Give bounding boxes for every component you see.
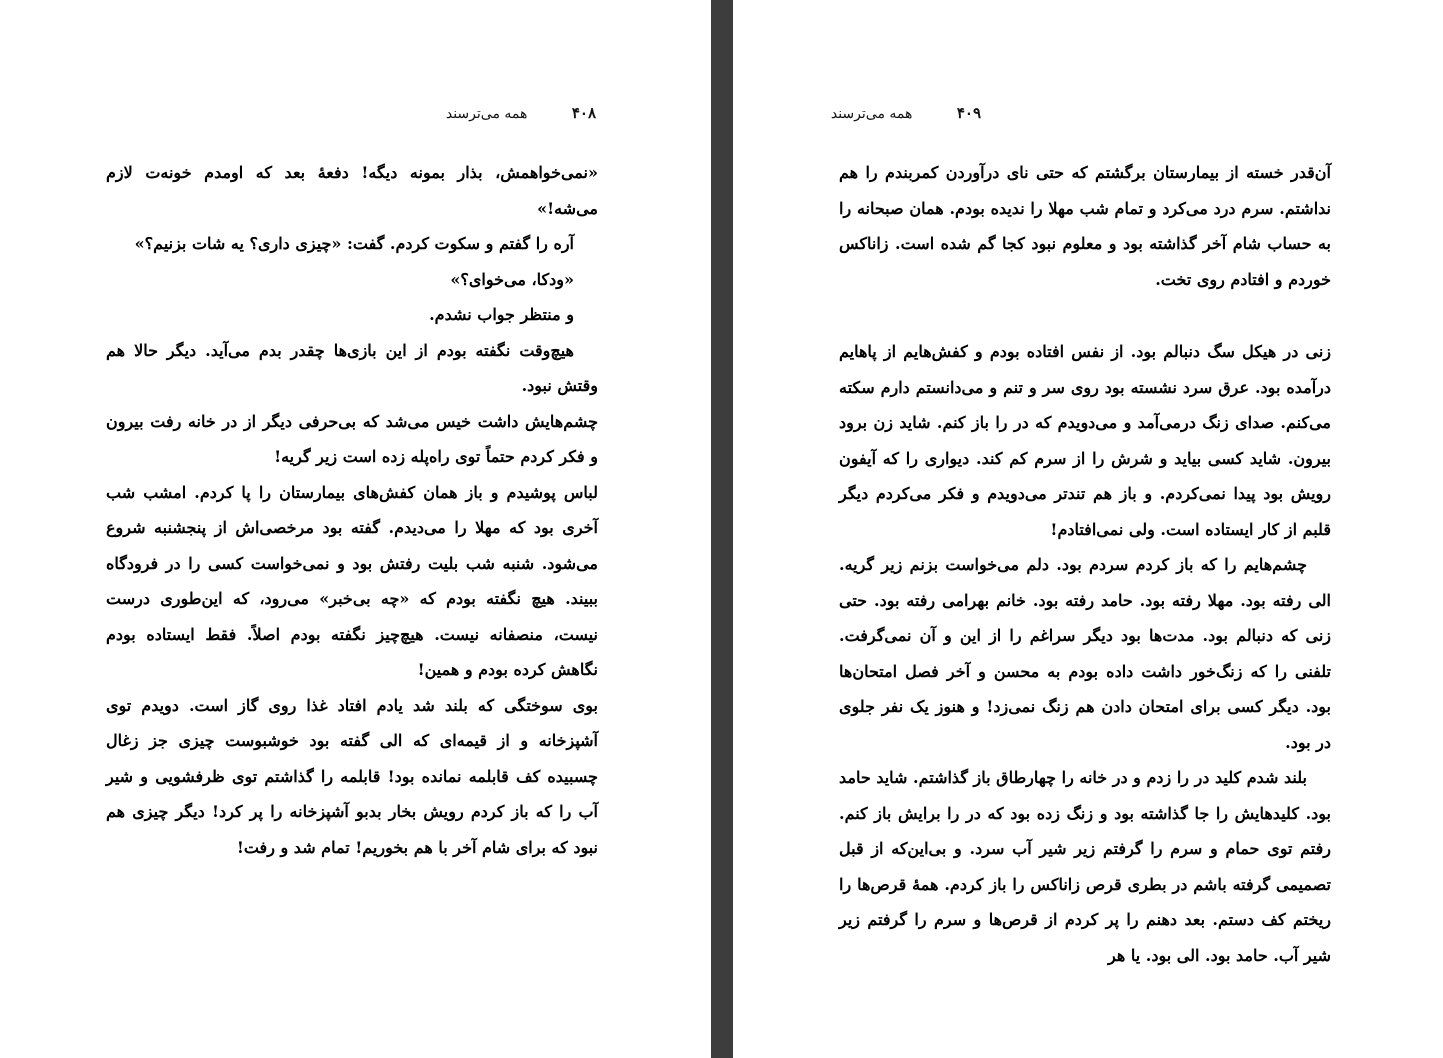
- paragraph: زنی در هیکل سگ دنبالم بود. از نفس افتاده بودم و کفش‌هایم از پاهایم درآمده بود. عرق سرد نشسته بود روی سر و تنم و می‌دانستم دارم سکته می‌کنم. صدای زنگ درمی‌آمد و می‌دویدم که در را باز کنم. شاید زن برود بیرون. شاید کسی بیاید و شرش را از سرم کم کند. دیواری را که آیفون رویش بود پیدا نمی‌کردم. و باز هم تندتر می‌دویدم و فکر می‌کردم دیگر قلبم از کار ایستاده است. ولی نمی‌افتادم!: [839, 342, 1332, 539]
- paragraph: «ودکا، می‌خوای؟»: [450, 269, 574, 289]
- paragraph: لباس پوشیدم و باز همان کفش‌های بیمارستان را پا کردم. امشب شب آخری بود که مهلا را می‌دیدم. گفته بود مرخصی‌اش از پنجشنبه شروع می‌شود. شنبه شب بلیت رفتش بود و نمی‌خواست کسی را در فرودگاه ببیند. هیچ نگفته بودم که «چه بی‌خبر» می‌رود، که این‌طوری درست نیست، منصفانه نیست. هیچ‌چیز نگفته بودم اصلاً. فقط ایستاده بودم نگاهش کرده بودم و همین!: [106, 482, 598, 679]
- paragraph: آن‌قدر خسته از بیمارستان برگشتم که حتی نای درآوردن کمربندم را هم نداشتم. سرم درد می‌کرد و تمام شب مهلا را ندیده بودم. همان صبحانه را به حساب شام آخر گذاشته بود و معلوم نبود کجا گم شده است. زاناکس خوردم و افتادم روی تخت.: [839, 163, 1331, 289]
- running-head: [446, 104, 596, 130]
- paragraph: بلند شدم کلید در را زدم و در خانه را چهارطاق باز گذاشتم. شاید حامد بود. کلیدهایش را جا گذاشته بود و زنگ زده بود که در را برایش باز کنم. رفتم توی حمام و سرم را گرفتم زیر شیر آب سرد. و بی‌این‌که از قبل تصمیمی گرفته باشم در بطری قرص زاناکس را باز کردم. همهٔ قرص‌ها را ریختم کف دستم. بعد دهنم را پر کردم از قرص‌ها و سرم را گرفتم زیر شیر آب. حامد بود. الی بود. یا هر: [839, 768, 1331, 965]
- book-title: همه می‌ترسند: [445, 106, 528, 122]
- paragraph: چشم‌هایم را که باز کردم سردم بود. دلم می‌خواست بزنم زیر گریه. الی رفته بود. مهلا رفته بود. حامد رفته بود. خانم بهرامی رفته بود. حتی زنی که دنبالم بود. مدت‌ها بود دیگر سراغم را از این و آن نمی‌گرفت. تلفنی را که زنگ‌خور داشت داده بودم به محسن و آخر فصل امتحان‌ها بود. دیگر کسی برای امتحان دادن هم زنگ نمی‌زد! و هنوز یک نفر جلوی در بود.: [839, 555, 1331, 752]
- paragraph: «نمی‌خواهمش، بذار بمونه دیگه! دفعهٔ بعد که اومدم خونه‌ت لازم می‌شه!»: [106, 163, 598, 218]
- page-body: [839, 155, 1331, 973]
- page-body: [106, 155, 598, 865]
- paragraph: آره را گفتم و سکوت کردم. گفت: «چیزی داری؟ یه شات بزنیم؟»: [134, 234, 574, 253]
- paragraph: بوی سوختگی که بلند شد یادم افتاد غذا روی گاز است. دویدم توی آشپزخانه و از قیمه‌ای که الی گفته بود خوشبوست چیزی جز زغال چسبیده کف قابلمه نمانده بود! قابلمه را گذاشتم توی ظرفشویی و شیر آب را که باز کردم رویش بخار بدبو آشپزخانه را پر کرد! دیگر چیزی هم نبود که برای شام آخر با هم بخوریم! تمام شد و رفت!: [106, 695, 599, 857]
- page-gutter: [711, 0, 733, 1058]
- page-number: ۴۰۹: [956, 104, 981, 122]
- running-head: [831, 104, 981, 130]
- paragraph: هیچ‌وقت نگفته بودم از این بازی‌ها چقدر بدم می‌آید. دیگر حالا هم وقتش نبود.: [106, 340, 598, 395]
- book-title: همه می‌ترسند: [830, 106, 913, 122]
- page-408: [0, 0, 711, 1058]
- page-number: ۴۰۸: [571, 104, 596, 122]
- page-409: [733, 0, 1443, 1058]
- paragraph: چشم‌هایش داشت خیس می‌شد که بی‌حرفی دیگر از در خانه رفت بیرون و فکر کردم حتماً توی راه‌پله زده است زیر گریه!: [106, 411, 598, 466]
- paragraph: و منتظر جواب نشدم.: [429, 305, 574, 324]
